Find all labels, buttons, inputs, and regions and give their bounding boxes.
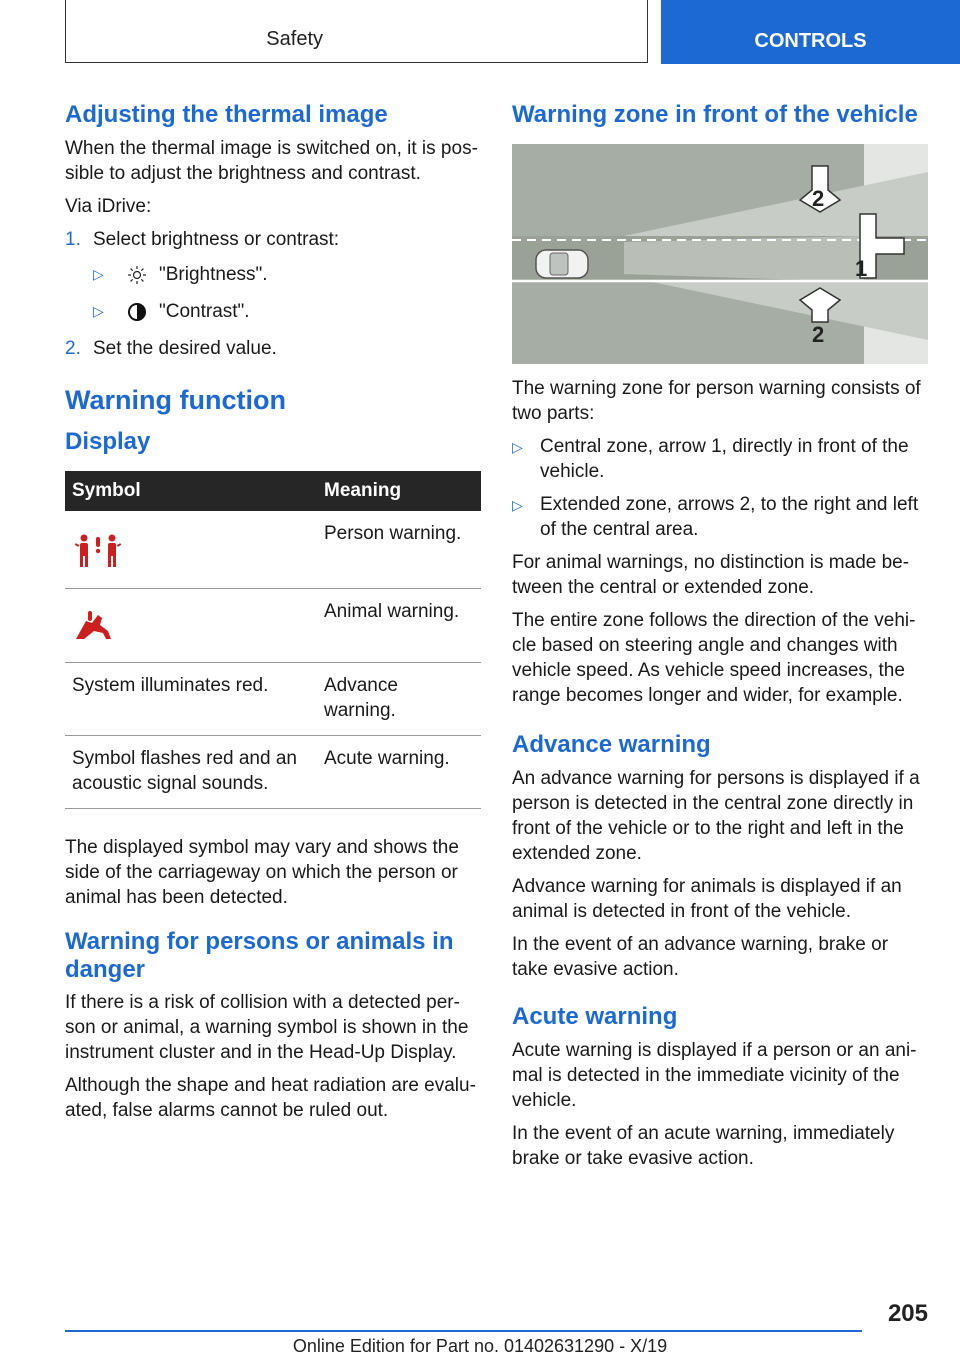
- table-row: [65, 589, 481, 663]
- table-cell: Symbol flashes red and an acoustic signal sounds.: [65, 736, 317, 809]
- advance-warning-heading: Advance warning: [512, 731, 711, 758]
- left-column: [65, 100, 481, 1131]
- display-heading: Display: [65, 428, 151, 455]
- bullet-text: Central zone, arrow 1, directly in front of the vehicle.: [540, 436, 909, 482]
- person-warning-symbol: [65, 511, 317, 589]
- table-header-symbol: Symbol: [65, 471, 317, 511]
- danger-text-2: Although the shape and heat radiation are evalu-ated, false alarms cannot be ruled out.: [65, 1075, 476, 1121]
- warning-zone-diagram: [512, 144, 928, 364]
- arrow-1-label: 1: [855, 256, 868, 281]
- step-number: 1.: [65, 229, 81, 250]
- bullet-triangle-icon: ▷: [512, 497, 523, 513]
- step-text: Select brightness or contrast:: [93, 229, 340, 250]
- advance-text-3: In the event of an advance warning, brake or take evasive action.: [512, 934, 889, 980]
- step-text: Set the desired value.: [93, 338, 277, 359]
- step-number: 2.: [65, 338, 81, 359]
- step-1: [65, 227, 481, 252]
- symbol-table: [65, 471, 481, 809]
- advance-text-1: An advance warning for persons is displayed if a person is detected in the central zone directly in front of the vehicle or to the right and left in the extended zone.: [512, 768, 920, 864]
- list-item: [512, 434, 928, 484]
- contrast-label: "Contrast".: [159, 301, 250, 322]
- footer-divider: [65, 1330, 862, 1332]
- edition-note: Online Edition for Part no. 01402631290 - X/19: [292, 1336, 668, 1356]
- contrast-option: [93, 299, 481, 324]
- acute-warning-heading: Acute warning: [512, 1003, 678, 1030]
- zone-text-3: The entire zone follows the direction of the vehi-cle based on steering angle and changes with vehicle speed. As vehicle speed increases, the range becomes longer and wider, for example.: [512, 610, 916, 706]
- brightness-label: "Brightness".: [159, 264, 268, 285]
- table-header-meaning: Meaning: [317, 471, 481, 511]
- warning-function-heading: Warning function: [65, 385, 286, 415]
- step-2: [65, 336, 481, 361]
- contrast-icon: [127, 302, 147, 322]
- table-header-row: [65, 471, 481, 511]
- arrow-2-top-label: 2: [812, 186, 825, 211]
- header-frame: [65, 0, 648, 63]
- list-item: [512, 492, 928, 542]
- animal-warning-symbol: [65, 589, 317, 663]
- table-row: [65, 663, 481, 736]
- table-cell: System illuminates red.: [65, 663, 317, 736]
- table-row: [65, 736, 481, 809]
- animal-warning-meaning: Animal warning.: [317, 589, 481, 663]
- arrow-2-bottom-label: 2: [812, 322, 825, 347]
- adjust-heading: Adjusting the thermal image: [65, 101, 388, 128]
- person-warning-icon: [72, 533, 124, 569]
- section-title: Safety: [266, 28, 323, 50]
- display-note: The displayed symbol may vary and shows the side of the carriageway on which the person or animal has been detected.: [65, 837, 459, 908]
- bullet-triangle-icon: ▷: [512, 439, 523, 455]
- danger-text-1: If there is a risk of collision with a detected per-son or animal, a warning symbol is shown in the instrument cluster and in the Head-Up Display.: [65, 992, 469, 1063]
- car-icon: [536, 250, 588, 278]
- danger-heading: Warning for persons or animals in danger: [65, 928, 454, 983]
- right-column: [512, 100, 928, 1179]
- chapter-tab[interactable]: CONTROLS: [661, 0, 960, 64]
- table-row: [65, 511, 481, 589]
- bullet-triangle-icon: ▷: [93, 266, 104, 282]
- page-number: 205: [887, 1300, 928, 1327]
- table-cell: Advance warning.: [317, 663, 481, 736]
- idrive-text: Via iDrive:: [65, 196, 152, 217]
- warning-zone-heading: Warning zone in front of the vehicle: [512, 101, 918, 128]
- table-cell: Acute warning.: [317, 736, 481, 809]
- acute-text-2: In the event of an acute warning, immediately brake or take evasive action.: [512, 1123, 895, 1169]
- person-warning-meaning: Person warning.: [317, 511, 481, 589]
- animal-warning-icon: [72, 609, 114, 643]
- bullet-text: Extended zone, arrows 2, to the right and left of the central area.: [540, 494, 919, 540]
- zone-text-2: For animal warnings, no distinction is made be-tween the central or extended zone.: [512, 552, 910, 598]
- brightness-option: [93, 262, 481, 287]
- advance-text-2: Advance warning for animals is displayed if an animal is detected in front of the vehicle.: [512, 876, 902, 922]
- adjust-text: When the thermal image is switched on, it is pos-sible to adjust the brightness and contrast.: [65, 138, 478, 184]
- zone-text-1: The warning zone for person warning consists of two parts:: [512, 378, 921, 424]
- brightness-icon: [127, 265, 147, 285]
- bullet-triangle-icon: ▷: [93, 303, 104, 319]
- acute-text-1: Acute warning is displayed if a person or an ani-mal is detected in the immediate vicinity of the vehicle.: [512, 1040, 917, 1111]
